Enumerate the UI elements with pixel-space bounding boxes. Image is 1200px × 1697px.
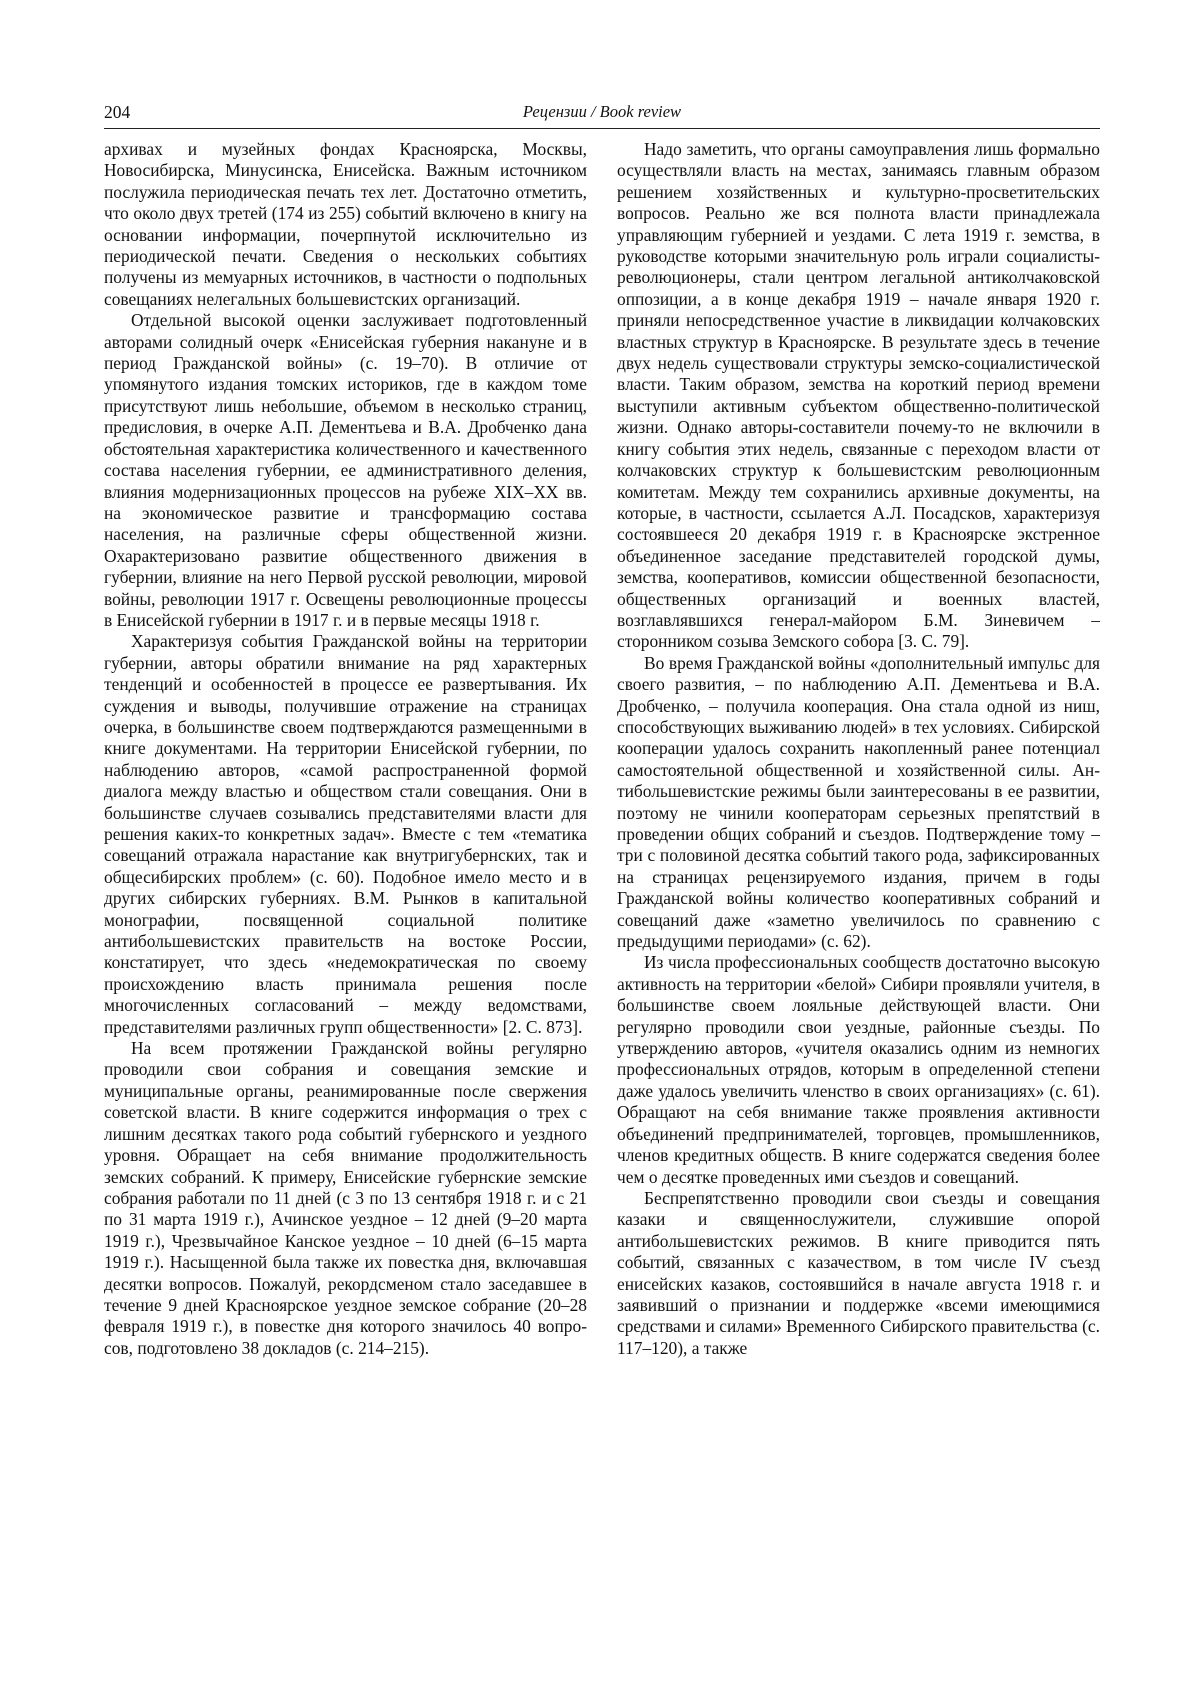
paragraph: Надо заметить, что органы самоуправления лишь формально осуществляли власть на местах, занимаясь главным образом решением хозяйственных и культурно-просветительских вопросов. Реально же вся полнота власти принадлежала управляющим губернией и уездами. С лета 1919 г. земства, в руководстве которыми значительную роль играли социалисты-революционеры, стали центром легальной антиколчаковской оппозиции, а в конце декабря 1919 – начале января 1920 г. приняли непосредственное участие в ликвидации колчаковских властных структур в Красноярске. В результате здесь в течение двух недель существовали структуры земско-социалистической власти. Таким образом, земства на короткий период времени выступили активным субъектом общественно-политической жизни. Однако авторы-составители почему-то не включили в книгу события этих недель, связанные с переходом власти от колчаковских структур к большевистским революционным комитетам. Между тем сохранились архивные документы, на которые, в частности, ссылается А.Л. Посадсков, характеризуя состоявшееся 20 декабря 1919 г. в Красноярске экстренное объединенное заседание представителей городской думы, земства, кооперативов, комиссии общественной безопасности, общественных организаций и военных властей, возглавлявшихся генерал-майором Б.М. Зиневичем – сторонником созыва Земского собора [3. С. 79]. [617,139,1100,652]
page-number: 204 [104,102,131,122]
paragraph: Из числа профессиональных сообществ достаточно высокую активность на территории «белой» Сибири проявляли учителя, в большинстве своем лояльные действующей власти. Они регулярно проводили свои уездные, районные съезды. По утверждению авторов, «учителя оказались одним из немногих профессиональных отрядов, которым в определенной степени даже удалось увеличить членство в своих организациях» (с. 61). Обращают на себя внимание также проявления активности объединений предпринимателей, торговцев, промышленников, членов кредитных обществ. В книге содержатся сведения более чем о десятке проведенных ими съездов и совещаний. [617,952,1100,1187]
paragraph: На всем протяжении Гражданской войны регулярно проводили свои собрания и совещания земские и муниципальные органы, реанимированные после свержения советской власти. В книге содержится информация о трех с лишним десятках такого рода событий губернского и уездного уровня. Обращает на себя внимание продолжительность земских собраний. К примеру, Енисейские губернские земские собрания работали по 11 дней (с 3 по 13 сентября 1918 г. и с 21 по 31 марта 1919 г.), Ачинское уездное – 12 дней (9–20 марта 1919 г.), Чрезвычайное Канское уездное – 10 дней (6–15 марта 1919 г.). Насыщенной была также их повестка дня, включавшая десятки вопросов. Пожалуй, рекордсменом стало заседавшее в течение 9 дней Красноярское уездное земское собрание (20–28 февраля 1919 г.), в повестке дня которого значилось 40 вопросов, подготовлено 38 докладов (с. 214–215). [104,1038,587,1358]
running-head: Рецензии / Book review [522,102,682,121]
paragraph: Отдельной высокой оценки заслуживает подготовленный авторами солидный очерк «Енисейская губерния накануне и в период Гражданской войны» (с. 19–70). В отличие от упомянутого издания томских историков, где в каждом томе присутствуют лишь небольшие, объемом в несколько страниц, предисловия, в очерке А.П. Дементьева и В.А. Дробченко дана обстоятельная характеристика количественного и качественного состава населения губернии, ее административного деления, влияния модернизационных процессов на рубеже XIX–XX вв. на экономическое развитие и трансформацию состава населения, на различные сферы общественной жизни. Охарактеризовано развитие общественного движения в губернии, влияние на него Первой русской революции, мировой войны, революции 1917 г. Освещены революционные процессы в Енисейской губернии в 1917 г. и в первые месяцы 1918 г. [104,310,587,630]
right-column [617,139,1100,1359]
paragraph: Характеризуя события Гражданской войны на территории губернии, авторы обратили внимание на ряд характерных тенденций и особенностей в процессе ее развертывания. Их суждения и выводы, получившие отражение на страницах очерка, в большинстве своем подтверждаются размещенными в книге документами. На территории Енисейской губернии, по наблюдению авторов, «самой распространенной формой диалога между властью и обществом стали совещания. Они в большинстве случаев созывались представителями власти для решения каких-то конкретных задач». Вместе с тем «тематика совещаний отражала нарастание как внутригубернских, так и общесибирских проблем» (с. 60). Подобное имело место и в других сибирских губерниях. В.М. Рынков в капитальной монографии, посвященной социальной политике антибольшевистских правительств на востоке России, констатирует, что здесь «недемократическая по своему происхождению власть принимала решения после многочисленных согласований – между ведомствами, представителями различных групп общественности» [2. С. 873]. [104,631,587,1037]
paragraph: Во время Гражданской войны «дополнительный импульс для своего развития, – по наблюдению А.П. Дементьева и В.А. Дробченко, – получила кооперация. Она стала одной из ниш, способствующих выживанию людей» в тех условиях. Сибирской кооперации удалось сохранить накопленный ранее потенциал самостоятельной общественной и хозяйственной силы. Антибольшевистские режимы были заинтересованы в ее развитии, поэтому не чинили кооператорам серьезных препятствий в проведении общих собраний и съездов. Подтверждение тому – три с половиной десятка событий такого рода, зафиксированных на страницах рецензируемого издания, причем в годы Гражданской войны количество кооперативных собраний и совещаний даже «заметно увеличилось по сравнению с предыдущими периодами» (с. 62). [617,652,1100,952]
page-header [104,102,1100,129]
paragraph: Беспрепятственно проводили свои съезды и совещания казаки и священнослужители, служившие опорой антибольшевистских режимов. В книге приводится пять событий, связанных с казачеством, в том числе IV съезд енисейских казаков, состоявшийся в начале августа 1918 г. и заявивший о признании и поддержке «всеми имеющимися средствами и силами» Временного Сибирского правительства (с. 117–120), а также [617,1187,1100,1358]
left-column [104,139,587,1359]
paragraph: архивах и музейных фондах Красноярска, Москвы, Новосибирска, Минусинска, Енисейска. Важным источником послужила периодическая печать тех лет. Достаточно отметить, что около двух третей (174 из 255) событий включено в книгу на основании информации, почерпнутой исключительно из периодической печати. Сведения о нескольких событиях получены из мемуарных источников, в частности о подпольных совещаниях нелегальных большевистских организаций. [104,139,587,309]
